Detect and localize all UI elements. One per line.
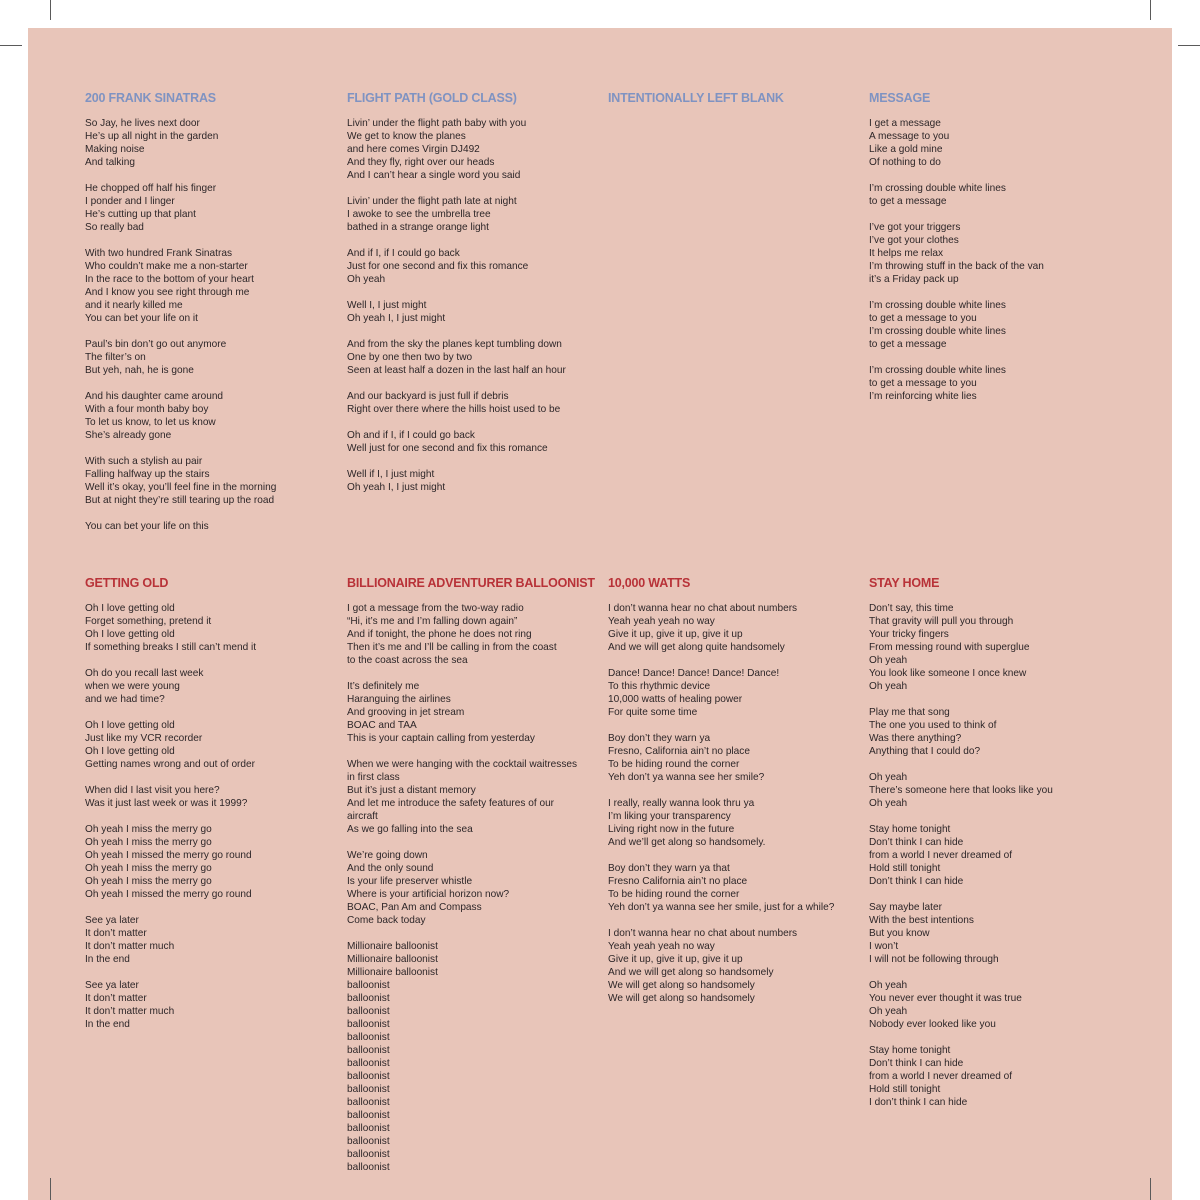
lyric-line: Just like my VCR recorder bbox=[85, 733, 203, 744]
stanza bbox=[347, 758, 587, 836]
lyric-line: Oh yeah I miss the merry go bbox=[85, 824, 212, 835]
lyric-line: I don’t wanna hear no chat about numbers bbox=[608, 928, 798, 939]
lyric-line: With such a stylish au pair bbox=[85, 456, 203, 467]
lyric-line: I’m throwing stuff in the back of the van bbox=[869, 261, 1044, 272]
lyric-line: Who couldn’t make me a non-starter bbox=[85, 261, 248, 272]
lyric-line: BOAC, Pan Am and Compass bbox=[347, 902, 482, 913]
song-title: INTENTIONALLY LEFT BLANK bbox=[608, 91, 784, 105]
lyric-line: I awoke to see the umbrella tree bbox=[347, 209, 491, 220]
stanza bbox=[347, 117, 587, 182]
lyric-line: Living right now in the future bbox=[608, 824, 735, 835]
stanza bbox=[869, 364, 1109, 403]
lyric-line: Oh I love getting old bbox=[85, 746, 175, 757]
lyric-line: It don’t matter much bbox=[85, 1006, 175, 1017]
stanza bbox=[869, 706, 1109, 758]
lyric-line: from a world I never dreamed of bbox=[869, 1071, 1013, 1082]
lyric-line: Haranguing the airlines bbox=[347, 694, 451, 705]
lyric-line: Was there anything? bbox=[869, 733, 962, 744]
lyric-line: For quite some time bbox=[608, 707, 698, 718]
song-block bbox=[608, 91, 848, 117]
lyric-line: In the end bbox=[85, 954, 130, 965]
lyric-line: I ponder and I linger bbox=[85, 196, 175, 207]
lyric-line: Oh yeah I miss the merry go bbox=[85, 863, 212, 874]
stanza bbox=[347, 602, 587, 667]
lyric-line: The one you used to think of bbox=[869, 720, 997, 731]
stanza bbox=[85, 979, 325, 1031]
song-block bbox=[608, 576, 848, 1018]
lyric-line: Oh yeah bbox=[869, 980, 908, 991]
lyric-line: Don’t think I can hide bbox=[869, 837, 964, 848]
lyric-line: Oh do you recall last week bbox=[85, 668, 204, 679]
lyric-line: I don’t wanna hear no chat about numbers bbox=[608, 603, 798, 614]
lyric-line: But at night they’re still tearing up the road bbox=[85, 495, 275, 506]
lyric-line: Fresno California ain’t no place bbox=[608, 876, 748, 887]
lyric-line: Oh yeah I missed the merry go round bbox=[85, 889, 252, 900]
lyric-line: it’s a Friday pack up bbox=[869, 274, 959, 285]
lyric-line: balloonist bbox=[347, 1162, 390, 1173]
lyric-line: Oh yeah bbox=[869, 772, 908, 783]
lyric-line: But you know bbox=[869, 928, 930, 939]
lyric-line: A message to you bbox=[869, 131, 950, 142]
stanza bbox=[347, 468, 587, 494]
lyric-line: Millionaire balloonist bbox=[347, 941, 438, 952]
lyric-line: balloonist bbox=[347, 1032, 390, 1043]
stanza bbox=[85, 823, 325, 901]
lyric-line: “Hi, it’s me and I’m falling down again” bbox=[347, 616, 518, 627]
song-title: STAY HOME bbox=[869, 576, 940, 590]
lyric-line: And we will get along so handsomely bbox=[608, 967, 774, 978]
stanza bbox=[85, 719, 325, 771]
lyric-line: balloonist bbox=[347, 1097, 390, 1108]
stanza bbox=[347, 429, 587, 455]
stanza bbox=[347, 390, 587, 416]
lyric-line: Oh yeah bbox=[347, 274, 386, 285]
lyric-line: Nobody ever looked like you bbox=[869, 1019, 996, 1030]
lyric-line: It’s definitely me bbox=[347, 681, 420, 692]
crop-mark bbox=[1150, 1178, 1151, 1200]
song-title: 200 FRANK SINATRAS bbox=[85, 91, 216, 105]
lyric-line: Oh I love getting old bbox=[85, 720, 175, 731]
lyric-line: With a four month baby boy bbox=[85, 404, 209, 415]
lyric-line: Oh I love getting old bbox=[85, 629, 175, 640]
lyric-line: Getting names wrong and out of order bbox=[85, 759, 256, 770]
lyric-line: To this rhythmic device bbox=[608, 681, 711, 692]
lyric-line: Say maybe later bbox=[869, 902, 942, 913]
lyric-line: With two hundred Frank Sinatras bbox=[85, 248, 232, 259]
lyric-line: He chopped off half his finger bbox=[85, 183, 217, 194]
lyric-line: So Jay, he lives next door bbox=[85, 118, 200, 129]
stanza bbox=[85, 390, 325, 442]
lyric-line: Give it up, give it up, give it up bbox=[608, 954, 743, 965]
lyric-line: So really bad bbox=[85, 222, 144, 233]
lyric-line: I won’t bbox=[869, 941, 899, 952]
lyric-line: in first class bbox=[347, 772, 400, 783]
stanza bbox=[85, 914, 325, 966]
lyric-line: Well I, I just might bbox=[347, 300, 427, 311]
stanza bbox=[85, 520, 325, 533]
song-block bbox=[869, 576, 1109, 1122]
crop-mark bbox=[50, 1178, 51, 1200]
lyric-line: Millionaire balloonist bbox=[347, 967, 438, 978]
lyric-line: In the end bbox=[85, 1019, 130, 1030]
lyric-line: I’m crossing double white lines bbox=[869, 365, 1006, 376]
lyric-line: And they fly, right over our heads bbox=[347, 157, 495, 168]
lyric-line: balloonist bbox=[347, 1084, 390, 1095]
lyric-line: One by one then two by two bbox=[347, 352, 473, 363]
lyric-line: We will get along so handsomely bbox=[608, 980, 755, 991]
lyric-line: Oh yeah bbox=[869, 798, 908, 809]
lyric-line: I’m crossing double white lines bbox=[869, 326, 1006, 337]
lyric-line: and it nearly killed me bbox=[85, 300, 183, 311]
lyric-line: Falling halfway up the stairs bbox=[85, 469, 210, 480]
lyric-line: Paul’s bin don’t go out anymore bbox=[85, 339, 227, 350]
lyric-line: And his daughter came around bbox=[85, 391, 224, 402]
lyric-line: to the coast across the sea bbox=[347, 655, 468, 666]
lyric-line: And grooving in jet stream bbox=[347, 707, 465, 718]
lyric-line: There’s someone here that looks like you bbox=[869, 785, 1053, 796]
lyric-line: I’m crossing double white lines bbox=[869, 300, 1006, 311]
lyric-line: Then it’s me and I’ll be calling in from the coast bbox=[347, 642, 557, 653]
stanza bbox=[608, 602, 848, 654]
song-title: 10,000 WATTS bbox=[608, 576, 691, 590]
lyric-line: Oh yeah I, I just might bbox=[347, 313, 446, 324]
crop-mark bbox=[1150, 0, 1151, 20]
lyric-line: And I can’t hear a single word you said bbox=[347, 170, 521, 181]
lyric-line: Your tricky fingers bbox=[869, 629, 949, 640]
lyric-line: When did I last visit you here? bbox=[85, 785, 220, 796]
stanza bbox=[347, 680, 587, 745]
lyric-line: and we had time? bbox=[85, 694, 165, 705]
lyric-line: See ya later bbox=[85, 915, 139, 926]
lyric-line: And let me introduce the safety features of our bbox=[347, 798, 555, 809]
lyric-line: to get a message bbox=[869, 196, 947, 207]
lyric-line: BOAC and TAA bbox=[347, 720, 417, 731]
lyric-line: It don’t matter much bbox=[85, 941, 175, 952]
lyric-line: balloonist bbox=[347, 1019, 390, 1030]
lyric-line: And I know you see right through me bbox=[85, 287, 250, 298]
stanza bbox=[85, 602, 325, 654]
lyric-line: Yeah yeah yeah no way bbox=[608, 941, 715, 952]
lyric-line: I’m reinforcing white lies bbox=[869, 391, 977, 402]
song-block bbox=[85, 91, 325, 546]
stanza bbox=[869, 901, 1109, 966]
stanza bbox=[608, 732, 848, 784]
lyric-line: I’m liking your transparency bbox=[608, 811, 731, 822]
lyric-line: balloonist bbox=[347, 980, 390, 991]
stanza bbox=[85, 455, 325, 507]
lyric-line: Oh yeah I miss the merry go bbox=[85, 876, 212, 887]
stanza bbox=[347, 338, 587, 377]
song-block bbox=[869, 91, 1109, 416]
lyric-line: balloonist bbox=[347, 1058, 390, 1069]
lyric-line: Oh yeah bbox=[869, 1006, 908, 1017]
lyric-line: From messing round with superglue bbox=[869, 642, 1030, 653]
stanza bbox=[85, 247, 325, 325]
lyric-line: Oh I love getting old bbox=[85, 603, 175, 614]
lyric-line: And the only sound bbox=[347, 863, 434, 874]
lyric-line: balloonist bbox=[347, 1006, 390, 1017]
stanza bbox=[869, 117, 1109, 169]
stanza bbox=[869, 823, 1109, 888]
lyric-line: She’s already gone bbox=[85, 430, 172, 441]
lyric-line: Stay home tonight bbox=[869, 824, 951, 835]
lyric-line: You can bet your life on it bbox=[85, 313, 198, 324]
stanza bbox=[347, 299, 587, 325]
lyric-line: Right over there where the hills hoist used to be bbox=[347, 404, 561, 415]
stanza bbox=[869, 182, 1109, 208]
stanza bbox=[608, 797, 848, 849]
stanza bbox=[85, 667, 325, 706]
lyric-line: Boy don’t they warn ya bbox=[608, 733, 711, 744]
lyric-line: Millionaire balloonist bbox=[347, 954, 438, 965]
stanza bbox=[85, 338, 325, 377]
lyric-line: Come back today bbox=[347, 915, 426, 926]
song-block bbox=[347, 576, 595, 1187]
stanza bbox=[869, 1044, 1109, 1109]
song-title: GETTING OLD bbox=[85, 576, 169, 590]
stanza bbox=[608, 927, 848, 1005]
lyric-line: If something breaks I still can’t mend it bbox=[85, 642, 257, 653]
stanza bbox=[608, 667, 848, 719]
lyric-line: Fresno, California ain’t no place bbox=[608, 746, 750, 757]
lyric-line: balloonist bbox=[347, 1045, 390, 1056]
lyric-line: balloonist bbox=[347, 1136, 390, 1147]
lyric-line: 10,000 watts of healing power bbox=[608, 694, 743, 705]
lyric-line: Dance! Dance! Dance! Dance! Dance! bbox=[608, 668, 780, 679]
lyric-line: Making noise bbox=[85, 144, 145, 155]
lyric-line: And we’ll get along so handsomely. bbox=[608, 837, 766, 848]
lyric-line: balloonist bbox=[347, 1149, 390, 1160]
lyric-line: Oh yeah I miss the merry go bbox=[85, 837, 212, 848]
song-block bbox=[347, 91, 587, 507]
lyric-line: Boy don’t they warn ya that bbox=[608, 863, 730, 874]
crop-mark bbox=[0, 45, 22, 46]
lyric-line: Of nothing to do bbox=[869, 157, 941, 168]
lyric-line: Yeh don’t ya wanna see her smile, just for a while? bbox=[608, 902, 835, 913]
lyric-line: To let us know, to let us know bbox=[85, 417, 216, 428]
stanza bbox=[869, 771, 1109, 810]
crop-mark bbox=[1178, 45, 1200, 46]
song-title: MESSAGE bbox=[869, 91, 931, 105]
lyric-line: But it’s just a distant memory bbox=[347, 785, 476, 796]
lyric-line: We will get along so handsomely bbox=[608, 993, 755, 1004]
lyric-line: I will not be following through bbox=[869, 954, 999, 965]
stanza bbox=[869, 979, 1109, 1031]
lyric-line: We get to know the planes bbox=[347, 131, 466, 142]
lyric-line: He’s up all night in the garden bbox=[85, 131, 219, 142]
lyric-line: Stay home tonight bbox=[869, 1045, 951, 1056]
stanza bbox=[347, 849, 587, 927]
stanza bbox=[869, 221, 1109, 286]
lyric-line: And our backyard is just full if debris bbox=[347, 391, 509, 402]
lyric-line: In the race to the bottom of your heart bbox=[85, 274, 254, 285]
lyric-line: Don’t think I can hide bbox=[869, 876, 964, 887]
lyric-line: And if tonight, the phone he does not ring bbox=[347, 629, 532, 640]
lyric-line: Yeh don’t ya wanna see her smile? bbox=[608, 772, 765, 783]
lyric-line: Hold still tonight bbox=[869, 863, 941, 874]
crop-mark bbox=[50, 0, 51, 20]
lyric-line: See ya later bbox=[85, 980, 139, 991]
lyric-line: Anything that I could do? bbox=[869, 746, 981, 757]
lyric-line: You can bet your life on this bbox=[85, 521, 209, 532]
lyric-line: I’ve got your clothes bbox=[869, 235, 959, 246]
lyric-line: When we were hanging with the cocktail waitresses bbox=[347, 759, 578, 770]
stanza bbox=[608, 862, 848, 914]
lyric-line: I got a message from the two-way radio bbox=[347, 603, 524, 614]
lyric-line: Well it’s okay, you’ll feel fine in the morning bbox=[85, 482, 277, 493]
lyric-line: Oh yeah I missed the merry go round bbox=[85, 850, 252, 861]
lyric-line: And from the sky the planes kept tumbling down bbox=[347, 339, 562, 350]
stanza bbox=[85, 784, 325, 810]
lyric-line: The filter’s on bbox=[85, 352, 146, 363]
lyric-line: balloonist bbox=[347, 993, 390, 1004]
lyric-line: He’s cutting up that plant bbox=[85, 209, 196, 220]
stanza bbox=[869, 602, 1109, 693]
lyric-line: balloonist bbox=[347, 1123, 390, 1134]
lyric-line: And talking bbox=[85, 157, 135, 168]
lyric-line: to get a message to you bbox=[869, 378, 977, 389]
lyric-line: You look like someone I once knew bbox=[869, 668, 1027, 679]
lyric-line: when we were young bbox=[85, 681, 180, 692]
lyric-line: And we will get along quite handsomely bbox=[608, 642, 785, 653]
lyric-line: Seen at least half a dozen in the last half an hour bbox=[347, 365, 566, 376]
lyric-line: That gravity will pull you through bbox=[869, 616, 1014, 627]
lyric-line: It don’t matter bbox=[85, 928, 147, 939]
lyric-line: balloonist bbox=[347, 1110, 390, 1121]
lyric-line: I’ve got your triggers bbox=[869, 222, 961, 233]
lyric-line: Where is your artificial horizon now? bbox=[347, 889, 510, 900]
lyric-line: from a world I never dreamed of bbox=[869, 850, 1013, 861]
lyric-line: bathed in a strange orange light bbox=[347, 222, 489, 233]
lyric-line: We’re going down bbox=[347, 850, 428, 861]
lyric-line: Is your life preserver whistle bbox=[347, 876, 473, 887]
lyric-line: Just for one second and fix this romance bbox=[347, 261, 529, 272]
lyric-line: Well just for one second and fix this romance bbox=[347, 443, 548, 454]
lyric-line: I don’t think I can hide bbox=[869, 1097, 968, 1108]
lyric-line: As we go falling into the sea bbox=[347, 824, 473, 835]
lyric-line: Oh yeah I, I just might bbox=[347, 482, 446, 493]
stanza bbox=[347, 195, 587, 234]
lyric-line: Well if I, I just might bbox=[347, 469, 435, 480]
lyric-line: This is your captain calling from yesterday bbox=[347, 733, 535, 744]
lyric-line: Was it just last week or was it 1999? bbox=[85, 798, 248, 809]
lyric-line: balloonist bbox=[347, 1071, 390, 1082]
lyric-line: Don’t say, this time bbox=[869, 603, 954, 614]
lyric-line: Oh and if I, if I could go back bbox=[347, 430, 475, 441]
song-title: BILLIONAIRE ADVENTURER BALLOONIST bbox=[347, 576, 595, 590]
lyric-line: and here comes Virgin DJ492 bbox=[347, 144, 480, 155]
lyric-line: I get a message bbox=[869, 118, 941, 129]
lyric-line: to get a message bbox=[869, 339, 947, 350]
song-title: FLIGHT PATH (GOLD CLASS) bbox=[347, 91, 517, 105]
lyric-line: Hold still tonight bbox=[869, 1084, 941, 1095]
stanza bbox=[85, 117, 325, 169]
lyric-line: Yeah yeah yeah no way bbox=[608, 616, 715, 627]
lyric-line: It helps me relax bbox=[869, 248, 944, 259]
lyric-line: Oh yeah bbox=[869, 655, 908, 666]
lyric-line: Give it up, give it up, give it up bbox=[608, 629, 743, 640]
lyric-line: aircraft bbox=[347, 811, 378, 822]
lyric-line: Don’t think I can hide bbox=[869, 1058, 964, 1069]
lyric-line: Like a gold mine bbox=[869, 144, 943, 155]
lyric-line: It don’t matter bbox=[85, 993, 147, 1004]
stanza bbox=[347, 247, 587, 286]
lyric-line: Oh yeah bbox=[869, 681, 908, 692]
lyric-line: I’m crossing double white lines bbox=[869, 183, 1006, 194]
lyric-line: You never ever thought it was true bbox=[869, 993, 1022, 1004]
lyric-line: to get a message to you bbox=[869, 313, 977, 324]
lyric-line: Play me that song bbox=[869, 707, 950, 718]
lyric-line: I really, really wanna look thru ya bbox=[608, 798, 755, 809]
song-block bbox=[85, 576, 325, 1044]
stanza bbox=[869, 299, 1109, 351]
lyric-line: Forget something, pretend it bbox=[85, 616, 212, 627]
lyric-line: Livin’ under the flight path baby with you bbox=[347, 118, 527, 129]
stanza bbox=[347, 940, 587, 1174]
stanza bbox=[85, 182, 325, 234]
lyric-line: To be hiding round the corner bbox=[608, 759, 740, 770]
lyric-line: To be hiding round the corner bbox=[608, 889, 740, 900]
lyric-line: But yeh, nah, he is gone bbox=[85, 365, 194, 376]
lyric-line: With the best intentions bbox=[869, 915, 974, 926]
lyric-line: Livin’ under the flight path late at night bbox=[347, 196, 517, 207]
lyric-line: And if I, if I could go back bbox=[347, 248, 460, 259]
